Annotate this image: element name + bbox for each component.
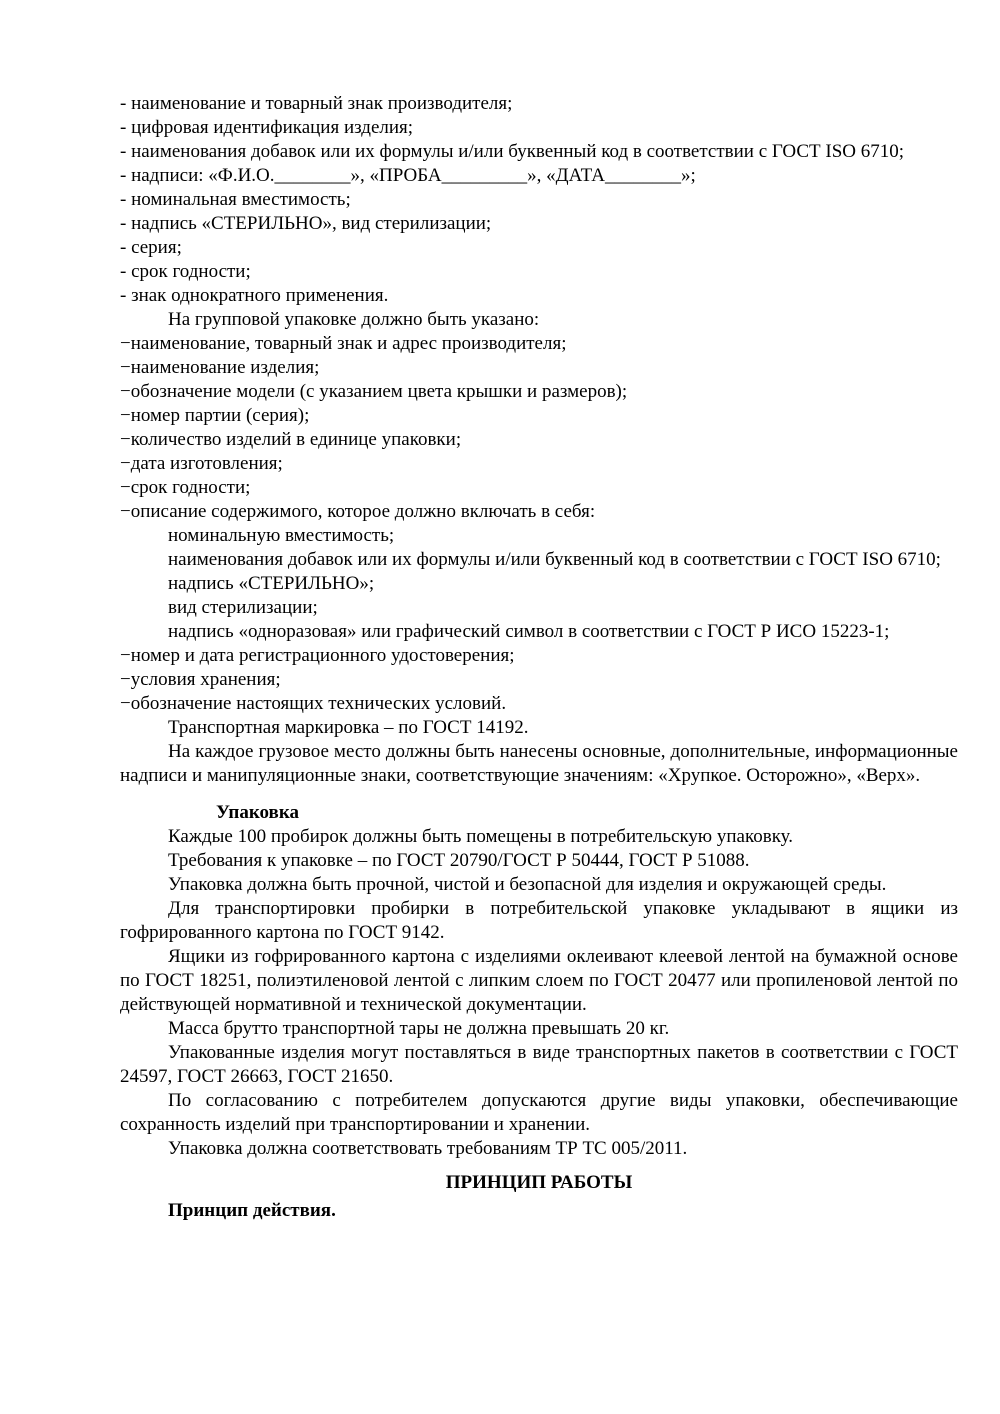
group-marking-item: −номер партии (серия); xyxy=(120,405,310,426)
group-marking-item: −обозначение настоящих технических условий. xyxy=(120,693,507,714)
group-marking-item: −номер и дата регистрационного удостоверения; xyxy=(120,645,515,666)
packaging-paragraph: Упакованные изделия могут поставляться в виде транспортных пакетов в соответствии с ГОСТ 24597, ГОСТ 26663, ГОСТ 21650. xyxy=(120,1042,958,1087)
packaging-paragraph: Каждые 100 пробирок должны быть помещены в потребительскую упаковку. xyxy=(168,826,794,847)
unit-marking-item: - серия; xyxy=(120,237,182,258)
unit-marking-item: - цифровая идентификация изделия; xyxy=(120,117,414,138)
packaging-paragraph: Масса брутто транспортной тары не должна превышать 20 кг. xyxy=(168,1018,670,1039)
unit-marking-item: - номинальная вместимость; xyxy=(120,189,351,210)
group-marking-sub-item: надпись «одноразовая» или графический символ в соответствии с ГОСТ Р ИСО 15223-1; xyxy=(168,621,890,642)
group-marking-item: −дата изготовления; xyxy=(120,453,283,474)
unit-marking-item: - надписи: «Ф.И.О.________», «ПРОБА_________», «ДАТА________»; xyxy=(120,165,696,186)
packaging-paragraph: Требования к упаковке – по ГОСТ 20790/ГОСТ Р 50444, ГОСТ Р 51088. xyxy=(168,850,750,871)
transport-marking-paragraph: Транспортная маркировка – по ГОСТ 14192. xyxy=(168,717,529,738)
group-marking-item: −количество изделий в единице упаковки; xyxy=(120,429,462,450)
group-marking-item: −наименование, товарный знак и адрес производителя; xyxy=(120,333,567,354)
group-marking-item: −условия хранения; xyxy=(120,669,281,690)
unit-marking-item: - наименования добавок или их формулы и/или буквенный код в соответствии с ГОСТ ISO 6710; xyxy=(120,141,905,162)
packaging-heading: Упаковка xyxy=(216,802,299,823)
packaging-paragraph: По согласованию с потребителем допускаются другие виды упаковки, обеспечивающие сохранность изделий при транспортировании и хранении. xyxy=(120,1090,958,1135)
packaging-paragraph: Упаковка должна соответствовать требованиям ТР ТС 005/2011. xyxy=(168,1138,688,1159)
packaging-section xyxy=(120,825,958,1161)
cargo-marking-paragraph: На каждое грузовое место должны быть нанесены основные, дополнительные, информационные надписи и манипуляционные знаки, соответствующие значениям: «Хрупкое. Осторожно», «Верх». xyxy=(120,741,958,786)
group-marking-sub-item: номинальную вместимость; xyxy=(168,525,395,546)
group-marking-intro: На групповой упаковке должно быть указано: xyxy=(168,309,540,330)
group-marking-sublist xyxy=(120,524,958,644)
packaging-paragraph: Ящики из гофрированного картона с изделиями оклеивают клеевой лентой на бумажной основе по ГОСТ 18251, полиэтиленовой лентой с липким слоем по ГОСТ 20477 или пропиленовой лентой по действующей нормативной и технической документации. xyxy=(120,946,958,1015)
group-marking-sub-item: вид стерилизации; xyxy=(168,597,318,618)
group-marking-item: −описание содержимого, которое должно включать в себя: xyxy=(120,501,596,522)
packaging-paragraph: Для транспортировки пробирки в потребительской упаковке укладывают в ящики из гофрированного картона по ГОСТ 9142. xyxy=(120,898,958,943)
group-marking-item: −срок годности; xyxy=(120,477,251,498)
group-marking-sub-item: надпись «СТЕРИЛЬНО»; xyxy=(168,573,375,594)
group-marking-item: −наименование изделия; xyxy=(120,357,320,378)
principle-subheading: Принцип действия. xyxy=(168,1200,336,1221)
group-marking-list xyxy=(120,332,958,524)
unit-marking-item: - срок годности; xyxy=(120,261,251,282)
group-marking-sub-item: наименования добавок или их формулы и/или буквенный код в соответствии с ГОСТ ISO 6710; xyxy=(168,549,941,570)
unit-marking-item: - наименование и товарный знак производителя; xyxy=(120,93,513,114)
unit-marking-list xyxy=(120,92,958,308)
packaging-paragraph: Упаковка должна быть прочной, чистой и безопасной для изделия и окружающей среды. xyxy=(168,874,887,895)
unit-marking-item: - знак однократного применения. xyxy=(120,285,389,306)
group-marking-item: −обозначение модели (с указанием цвета крышки и размеров); xyxy=(120,381,628,402)
principle-heading: ПРИНЦИП РАБОТЫ xyxy=(445,1172,633,1193)
group-marking-list-tail xyxy=(120,644,958,716)
unit-marking-item: - надпись «СТЕРИЛЬНО», вид стерилизации; xyxy=(120,213,492,234)
